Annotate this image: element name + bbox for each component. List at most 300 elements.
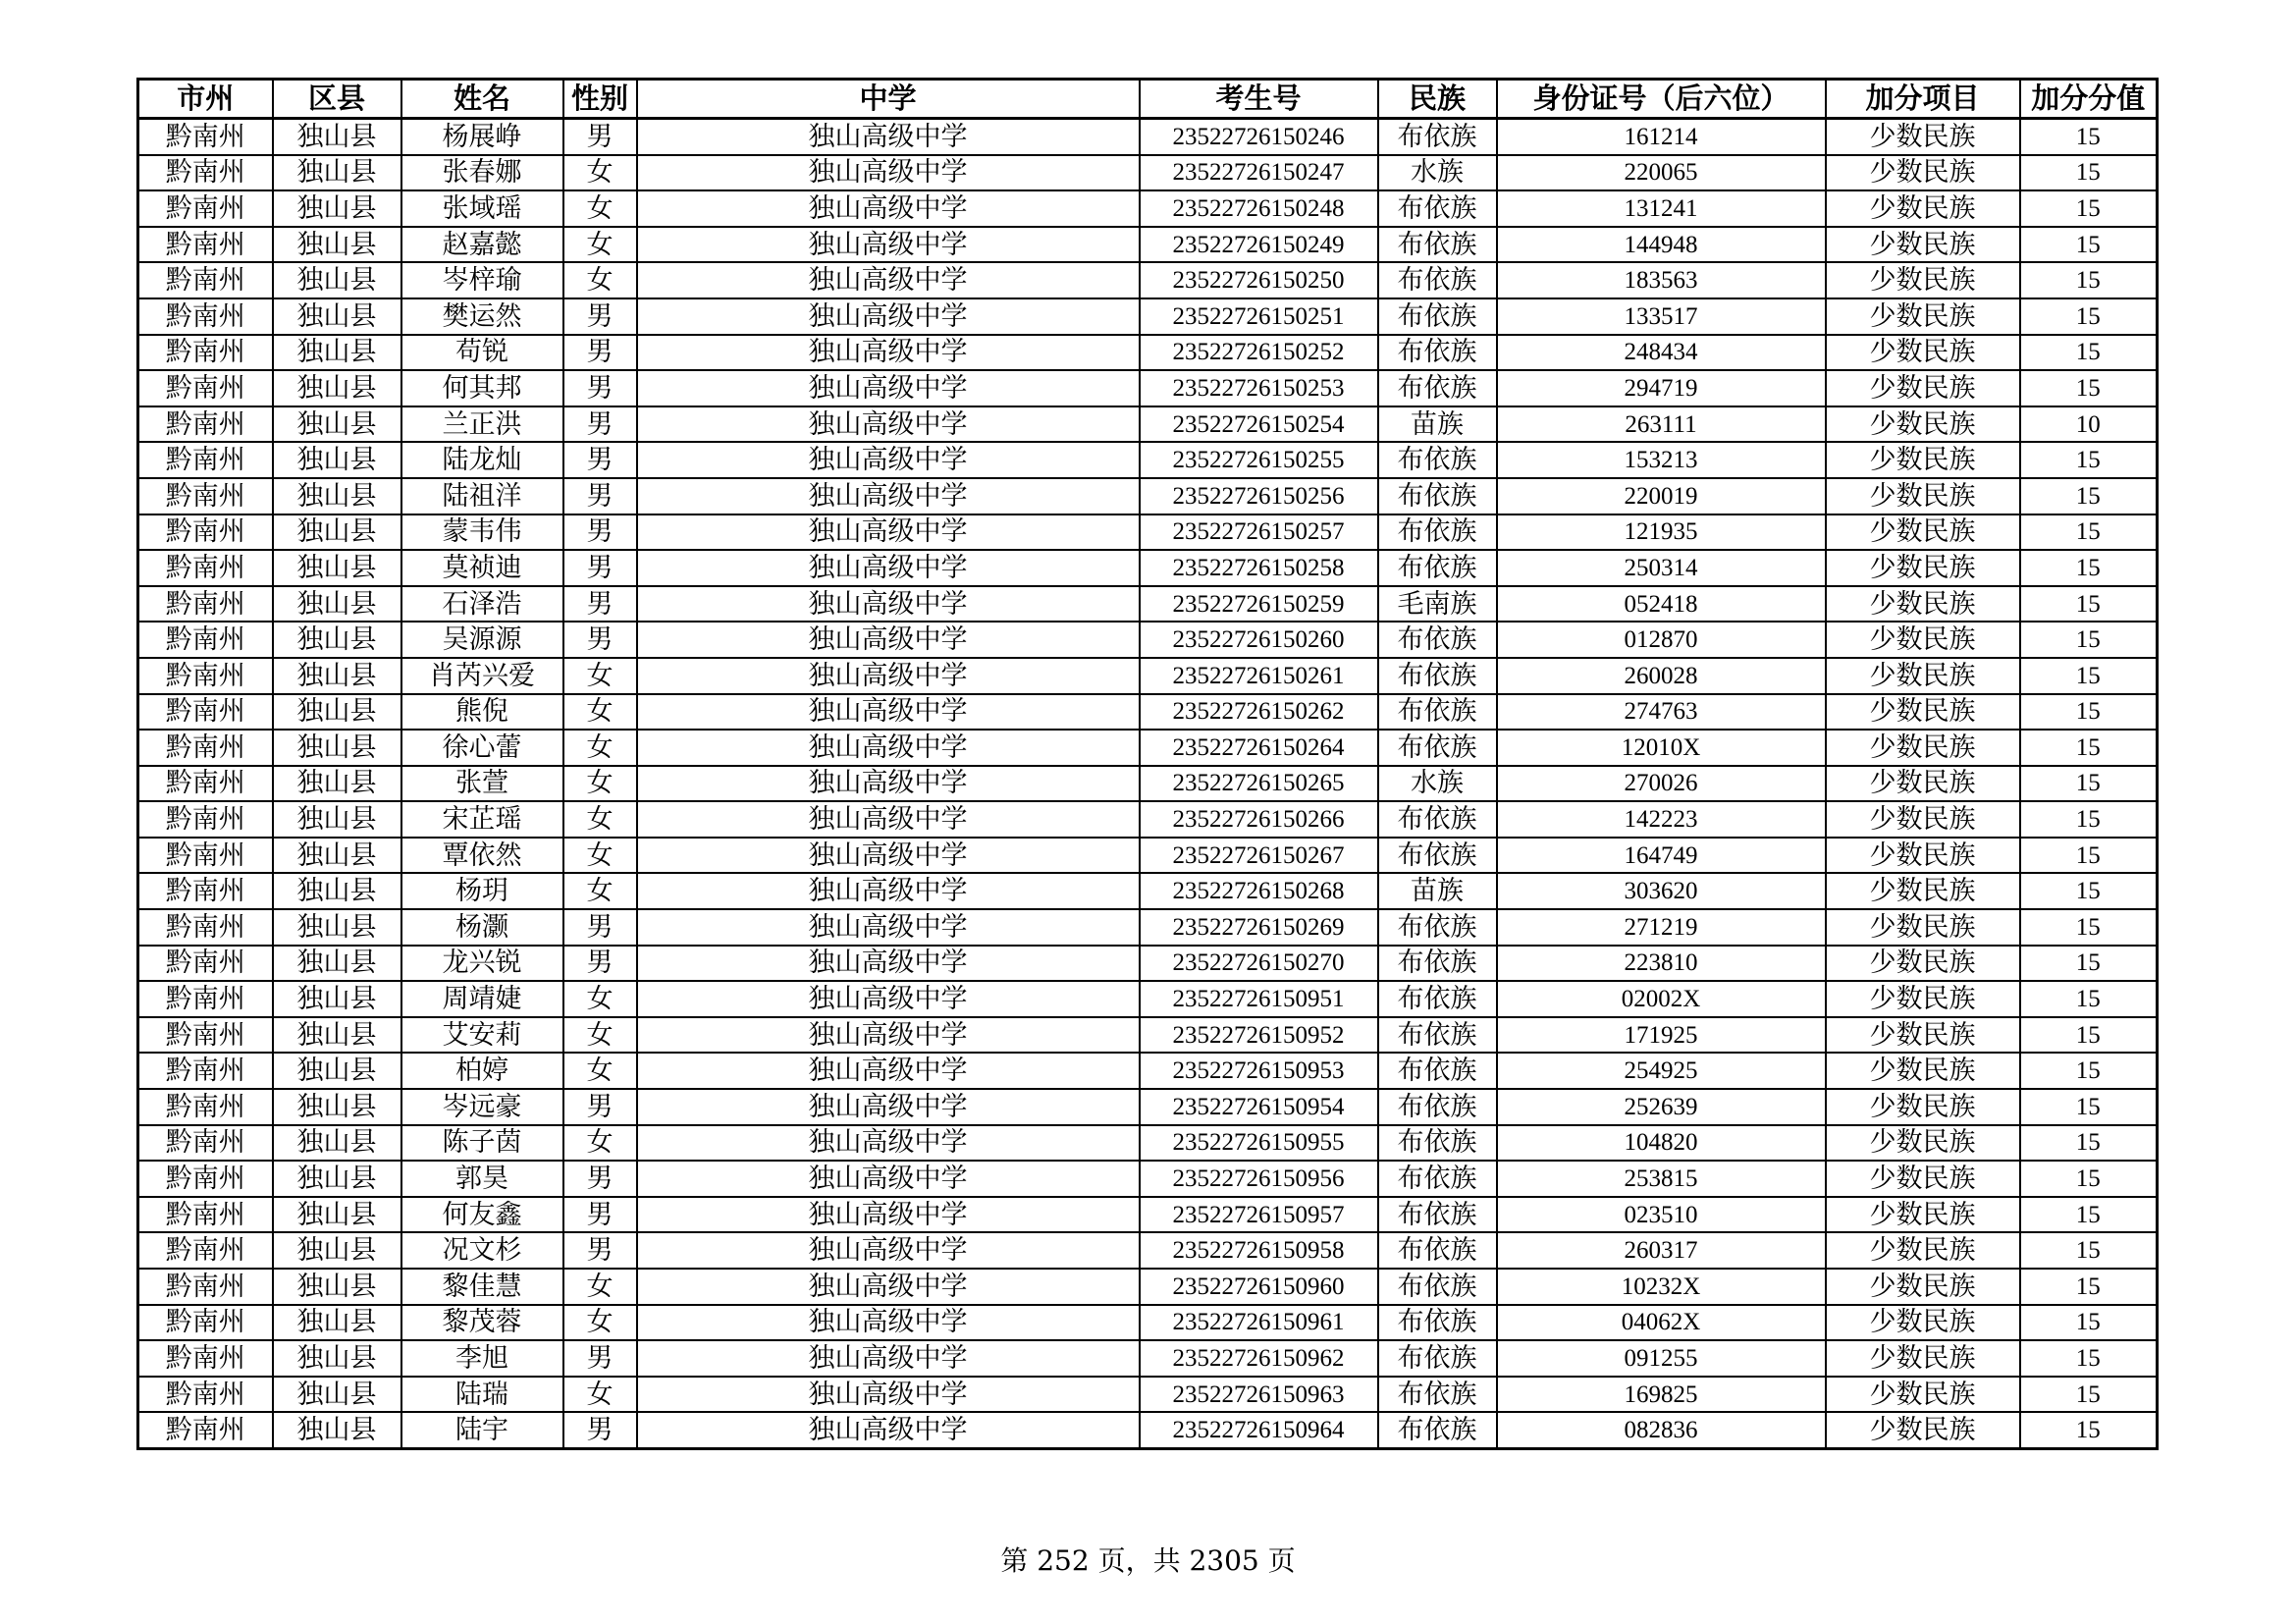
cell-exam-number: 23522726150958 (1140, 1232, 1378, 1269)
header-gender: 性别 (563, 80, 637, 119)
cell-county: 独山县 (273, 873, 401, 909)
table-row (138, 946, 2158, 982)
cell-school: 独山高级中学 (637, 1089, 1140, 1125)
table-row (138, 1305, 2158, 1341)
cell-exam-number: 23522726150262 (1140, 694, 1378, 731)
cell-exam-number: 23522726150270 (1140, 946, 1378, 982)
cell-bonus-value: 15 (2020, 1161, 2158, 1197)
cell-id-last-six: 250314 (1497, 550, 1826, 586)
table-body (138, 119, 2158, 1449)
cell-id-last-six: 082836 (1497, 1412, 1826, 1448)
cell-city: 黔南州 (138, 1412, 273, 1448)
cell-exam-number: 23522726150265 (1140, 766, 1378, 802)
cell-bonus-value: 15 (2020, 694, 2158, 731)
cell-city: 黔南州 (138, 227, 273, 263)
cell-exam-number: 23522726150268 (1140, 873, 1378, 909)
table-row (138, 658, 2158, 694)
cell-ethnicity: 布依族 (1378, 981, 1497, 1017)
cell-school: 独山高级中学 (637, 909, 1140, 946)
cell-bonus-item: 少数民族 (1826, 1377, 2020, 1413)
cell-name: 张春娜 (401, 155, 563, 191)
cell-city: 黔南州 (138, 766, 273, 802)
cell-ethnicity: 布依族 (1378, 227, 1497, 263)
table-row (138, 1017, 2158, 1054)
cell-name: 陆龙灿 (401, 442, 563, 478)
cell-bonus-value: 15 (2020, 1089, 2158, 1125)
cell-ethnicity: 布依族 (1378, 1232, 1497, 1269)
cell-city: 黔南州 (138, 155, 273, 191)
cell-bonus-value: 15 (2020, 442, 2158, 478)
cell-county: 独山县 (273, 586, 401, 623)
cell-bonus-item: 少数民族 (1826, 658, 2020, 694)
cell-gender: 女 (563, 1125, 637, 1162)
cell-bonus-item: 少数民族 (1826, 442, 2020, 478)
cell-name: 樊运然 (401, 298, 563, 335)
cell-school: 独山高级中学 (637, 1305, 1140, 1341)
cell-ethnicity: 布依族 (1378, 298, 1497, 335)
cell-gender: 女 (563, 838, 637, 874)
cell-city: 黔南州 (138, 1125, 273, 1162)
cell-ethnicity: 布依族 (1378, 119, 1497, 155)
cell-bonus-item: 少数民族 (1826, 1232, 2020, 1269)
cell-gender: 女 (563, 730, 637, 766)
cell-city: 黔南州 (138, 550, 273, 586)
cell-bonus-item: 少数民族 (1826, 298, 2020, 335)
cell-gender: 男 (563, 442, 637, 478)
cell-school: 独山高级中学 (637, 262, 1140, 298)
cell-county: 独山县 (273, 1125, 401, 1162)
cell-county: 独山县 (273, 1197, 401, 1233)
cell-exam-number: 23522726150247 (1140, 155, 1378, 191)
cell-county: 独山县 (273, 1161, 401, 1197)
cell-ethnicity: 布依族 (1378, 1053, 1497, 1089)
cell-bonus-value: 15 (2020, 873, 2158, 909)
table-row (138, 1161, 2158, 1197)
table-row (138, 981, 2158, 1017)
cell-gender: 男 (563, 1340, 637, 1377)
cell-id-last-six: 253815 (1497, 1161, 1826, 1197)
table-row (138, 1412, 2158, 1448)
cell-school: 独山高级中学 (637, 406, 1140, 443)
cell-county: 独山县 (273, 1017, 401, 1054)
cell-id-last-six: 161214 (1497, 119, 1826, 155)
cell-city: 黔南州 (138, 406, 273, 443)
cell-exam-number: 23522726150261 (1140, 658, 1378, 694)
table-row (138, 478, 2158, 514)
cell-exam-number: 23522726150257 (1140, 514, 1378, 551)
cell-school: 独山高级中学 (637, 478, 1140, 514)
cell-bonus-item: 少数民族 (1826, 190, 2020, 227)
cell-id-last-six: 252639 (1497, 1089, 1826, 1125)
cell-name: 岑梓瑜 (401, 262, 563, 298)
cell-exam-number: 23522726150258 (1140, 550, 1378, 586)
table-row (138, 1125, 2158, 1162)
cell-city: 黔南州 (138, 370, 273, 406)
cell-id-last-six: 052418 (1497, 586, 1826, 623)
cell-bonus-value: 15 (2020, 981, 2158, 1017)
table-row (138, 227, 2158, 263)
cell-city: 黔南州 (138, 1053, 273, 1089)
cell-gender: 女 (563, 873, 637, 909)
table-row (138, 873, 2158, 909)
cell-ethnicity: 苗族 (1378, 873, 1497, 909)
cell-bonus-item: 少数民族 (1826, 550, 2020, 586)
table-row (138, 370, 2158, 406)
cell-id-last-six: 171925 (1497, 1017, 1826, 1054)
cell-gender: 男 (563, 550, 637, 586)
cell-bonus-item: 少数民族 (1826, 1161, 2020, 1197)
header-city: 市州 (138, 80, 273, 119)
cell-exam-number: 23522726150249 (1140, 227, 1378, 263)
cell-school: 独山高级中学 (637, 873, 1140, 909)
cell-gender: 男 (563, 1412, 637, 1448)
cell-id-last-six: 02002X (1497, 981, 1826, 1017)
cell-name: 徐心蕾 (401, 730, 563, 766)
cell-school: 独山高级中学 (637, 298, 1140, 335)
cell-city: 黔南州 (138, 119, 273, 155)
cell-name: 周靖婕 (401, 981, 563, 1017)
cell-exam-number: 23522726150951 (1140, 981, 1378, 1017)
cell-gender: 男 (563, 1197, 637, 1233)
cell-bonus-value: 10 (2020, 406, 2158, 443)
cell-gender: 女 (563, 190, 637, 227)
cell-bonus-value: 15 (2020, 370, 2158, 406)
cell-bonus-item: 少数民族 (1826, 262, 2020, 298)
cell-bonus-item: 少数民族 (1826, 730, 2020, 766)
cell-gender: 女 (563, 658, 637, 694)
cell-name: 杨玥 (401, 873, 563, 909)
cell-city: 黔南州 (138, 873, 273, 909)
table-row (138, 406, 2158, 443)
cell-name: 张萱 (401, 766, 563, 802)
cell-ethnicity: 布依族 (1378, 694, 1497, 731)
table-row (138, 1269, 2158, 1305)
cell-bonus-value: 15 (2020, 1232, 2158, 1269)
cell-id-last-six: 274763 (1497, 694, 1826, 731)
cell-name: 李旭 (401, 1340, 563, 1377)
cell-county: 独山县 (273, 406, 401, 443)
cell-county: 独山县 (273, 1053, 401, 1089)
cell-name: 黎茂蓉 (401, 1305, 563, 1341)
cell-name: 蒙韦伟 (401, 514, 563, 551)
cell-bonus-item: 少数民族 (1826, 909, 2020, 946)
table-row (138, 119, 2158, 155)
cell-ethnicity: 布依族 (1378, 1197, 1497, 1233)
cell-id-last-six: 142223 (1497, 801, 1826, 838)
cell-gender: 男 (563, 478, 637, 514)
cell-bonus-value: 15 (2020, 1377, 2158, 1413)
cell-id-last-six: 131241 (1497, 190, 1826, 227)
table-row (138, 442, 2158, 478)
cell-exam-number: 23522726150957 (1140, 1197, 1378, 1233)
cell-county: 独山县 (273, 909, 401, 946)
cell-id-last-six: 121935 (1497, 514, 1826, 551)
cell-school: 独山高级中学 (637, 801, 1140, 838)
cell-school: 独山高级中学 (637, 514, 1140, 551)
cell-school: 独山高级中学 (637, 766, 1140, 802)
cell-ethnicity: 布依族 (1378, 1412, 1497, 1448)
cell-bonus-value: 15 (2020, 801, 2158, 838)
cell-ethnicity: 布依族 (1378, 335, 1497, 371)
table-row (138, 335, 2158, 371)
cell-bonus-value: 15 (2020, 1053, 2158, 1089)
cell-county: 独山县 (273, 190, 401, 227)
cell-exam-number: 23522726150956 (1140, 1161, 1378, 1197)
cell-school: 独山高级中学 (637, 586, 1140, 623)
cell-bonus-item: 少数民族 (1826, 1017, 2020, 1054)
cell-city: 黔南州 (138, 730, 273, 766)
cell-name: 龙兴锐 (401, 946, 563, 982)
table-row (138, 801, 2158, 838)
cell-ethnicity: 布依族 (1378, 1340, 1497, 1377)
cell-school: 独山高级中学 (637, 550, 1140, 586)
cell-ethnicity: 毛南族 (1378, 586, 1497, 623)
cell-school: 独山高级中学 (637, 1340, 1140, 1377)
cell-city: 黔南州 (138, 1232, 273, 1269)
cell-exam-number: 23522726150952 (1140, 1017, 1378, 1054)
table-row (138, 586, 2158, 623)
cell-bonus-item: 少数民族 (1826, 694, 2020, 731)
cell-city: 黔南州 (138, 514, 273, 551)
cell-city: 黔南州 (138, 946, 273, 982)
cell-bonus-item: 少数民族 (1826, 873, 2020, 909)
cell-bonus-value: 15 (2020, 155, 2158, 191)
table-row (138, 1232, 2158, 1269)
cell-name: 况文杉 (401, 1232, 563, 1269)
cell-bonus-value: 15 (2020, 262, 2158, 298)
table-row (138, 550, 2158, 586)
cell-bonus-value: 15 (2020, 335, 2158, 371)
cell-city: 黔南州 (138, 1089, 273, 1125)
cell-exam-number: 23522726150254 (1140, 406, 1378, 443)
cell-name: 吴源源 (401, 622, 563, 658)
cell-name: 熊倪 (401, 694, 563, 731)
cell-name: 赵嘉懿 (401, 227, 563, 263)
cell-bonus-value: 15 (2020, 227, 2158, 263)
cell-county: 独山县 (273, 262, 401, 298)
cell-city: 黔南州 (138, 801, 273, 838)
cell-city: 黔南州 (138, 694, 273, 731)
bonus-points-table (136, 78, 2159, 1450)
table-header (138, 80, 2158, 119)
cell-ethnicity: 水族 (1378, 766, 1497, 802)
cell-gender: 男 (563, 514, 637, 551)
cell-exam-number: 23522726150267 (1140, 838, 1378, 874)
cell-city: 黔南州 (138, 1377, 273, 1413)
cell-school: 独山高级中学 (637, 946, 1140, 982)
cell-gender: 女 (563, 1269, 637, 1305)
cell-bonus-value: 15 (2020, 550, 2158, 586)
cell-school: 独山高级中学 (637, 190, 1140, 227)
cell-exam-number: 23522726150266 (1140, 801, 1378, 838)
cell-gender: 男 (563, 909, 637, 946)
table-row (138, 838, 2158, 874)
cell-county: 独山县 (273, 514, 401, 551)
cell-ethnicity: 布依族 (1378, 658, 1497, 694)
cell-school: 独山高级中学 (637, 1125, 1140, 1162)
cell-ethnicity: 布依族 (1378, 514, 1497, 551)
cell-bonus-item: 少数民族 (1826, 1340, 2020, 1377)
cell-city: 黔南州 (138, 1017, 273, 1054)
cell-ethnicity: 布依族 (1378, 1161, 1497, 1197)
cell-school: 独山高级中学 (637, 1017, 1140, 1054)
cell-bonus-value: 15 (2020, 946, 2158, 982)
header-bonus-item: 加分项目 (1826, 80, 2020, 119)
cell-bonus-item: 少数民族 (1826, 838, 2020, 874)
cell-ethnicity: 布依族 (1378, 622, 1497, 658)
cell-exam-number: 23522726150954 (1140, 1089, 1378, 1125)
cell-exam-number: 23522726150955 (1140, 1125, 1378, 1162)
cell-exam-number: 23522726150246 (1140, 119, 1378, 155)
cell-id-last-six: 223810 (1497, 946, 1826, 982)
cell-bonus-item: 少数民族 (1826, 801, 2020, 838)
cell-bonus-item: 少数民族 (1826, 946, 2020, 982)
cell-bonus-value: 15 (2020, 478, 2158, 514)
cell-id-last-six: 012870 (1497, 622, 1826, 658)
cell-bonus-value: 15 (2020, 622, 2158, 658)
cell-bonus-value: 15 (2020, 730, 2158, 766)
cell-name: 杨灏 (401, 909, 563, 946)
cell-gender: 男 (563, 370, 637, 406)
cell-county: 独山县 (273, 801, 401, 838)
cell-bonus-item: 少数民族 (1826, 478, 2020, 514)
cell-id-last-six: 294719 (1497, 370, 1826, 406)
cell-id-last-six: 023510 (1497, 1197, 1826, 1233)
cell-id-last-six: 260317 (1497, 1232, 1826, 1269)
cell-name: 何其邦 (401, 370, 563, 406)
cell-county: 独山县 (273, 478, 401, 514)
cell-school: 独山高级中学 (637, 1161, 1140, 1197)
cell-county: 独山县 (273, 1269, 401, 1305)
cell-school: 独山高级中学 (637, 1269, 1140, 1305)
cell-gender: 男 (563, 119, 637, 155)
cell-county: 独山县 (273, 838, 401, 874)
cell-city: 黔南州 (138, 335, 273, 371)
cell-city: 黔南州 (138, 190, 273, 227)
cell-county: 独山县 (273, 766, 401, 802)
cell-exam-number: 23522726150256 (1140, 478, 1378, 514)
cell-id-last-six: 254925 (1497, 1053, 1826, 1089)
cell-county: 独山县 (273, 155, 401, 191)
cell-id-last-six: 220065 (1497, 155, 1826, 191)
cell-county: 独山县 (273, 1305, 401, 1341)
header-bonus-value: 加分分值 (2020, 80, 2158, 119)
cell-ethnicity: 布依族 (1378, 909, 1497, 946)
cell-exam-number: 23522726150252 (1140, 335, 1378, 371)
cell-name: 杨展峥 (401, 119, 563, 155)
cell-city: 黔南州 (138, 442, 273, 478)
cell-id-last-six: 271219 (1497, 909, 1826, 946)
cell-county: 独山县 (273, 1412, 401, 1448)
cell-school: 独山高级中学 (637, 838, 1140, 874)
cell-id-last-six: 153213 (1497, 442, 1826, 478)
table-row (138, 1340, 2158, 1377)
cell-county: 独山县 (273, 227, 401, 263)
cell-ethnicity: 布依族 (1378, 1305, 1497, 1341)
cell-bonus-item: 少数民族 (1826, 155, 2020, 191)
cell-ethnicity: 布依族 (1378, 946, 1497, 982)
cell-exam-number: 23522726150961 (1140, 1305, 1378, 1341)
cell-exam-number: 23522726150962 (1140, 1340, 1378, 1377)
cell-id-last-six: 104820 (1497, 1125, 1826, 1162)
cell-id-last-six: 303620 (1497, 873, 1826, 909)
cell-school: 独山高级中学 (637, 694, 1140, 731)
cell-gender: 男 (563, 335, 637, 371)
cell-school: 独山高级中学 (637, 1412, 1140, 1448)
cell-ethnicity: 布依族 (1378, 1377, 1497, 1413)
header-school: 中学 (637, 80, 1140, 119)
cell-gender: 女 (563, 1053, 637, 1089)
cell-exam-number: 23522726150964 (1140, 1412, 1378, 1448)
cell-ethnicity: 布依族 (1378, 442, 1497, 478)
cell-city: 黔南州 (138, 981, 273, 1017)
table-row (138, 298, 2158, 335)
cell-bonus-item: 少数民族 (1826, 1197, 2020, 1233)
cell-city: 黔南州 (138, 1340, 273, 1377)
cell-exam-number: 23522726150269 (1140, 909, 1378, 946)
header-row (138, 80, 2158, 119)
table-row (138, 622, 2158, 658)
cell-name: 陆宇 (401, 1412, 563, 1448)
cell-name: 覃依然 (401, 838, 563, 874)
cell-county: 独山县 (273, 1340, 401, 1377)
cell-gender: 男 (563, 622, 637, 658)
cell-school: 独山高级中学 (637, 622, 1140, 658)
header-name: 姓名 (401, 80, 563, 119)
cell-ethnicity: 布依族 (1378, 262, 1497, 298)
table-row (138, 694, 2158, 731)
table-row (138, 1197, 2158, 1233)
cell-bonus-value: 15 (2020, 1269, 2158, 1305)
cell-county: 独山县 (273, 981, 401, 1017)
cell-school: 独山高级中学 (637, 155, 1140, 191)
cell-city: 黔南州 (138, 658, 273, 694)
cell-exam-number: 23522726150953 (1140, 1053, 1378, 1089)
cell-ethnicity: 布依族 (1378, 1269, 1497, 1305)
cell-name: 莫祯迪 (401, 550, 563, 586)
cell-bonus-value: 15 (2020, 298, 2158, 335)
cell-name: 宋芷瑶 (401, 801, 563, 838)
table-row (138, 1053, 2158, 1089)
cell-county: 独山县 (273, 1232, 401, 1269)
cell-bonus-item: 少数民族 (1826, 119, 2020, 155)
cell-bonus-item: 少数民族 (1826, 1412, 2020, 1448)
cell-county: 独山县 (273, 298, 401, 335)
cell-county: 独山县 (273, 694, 401, 731)
cell-bonus-item: 少数民族 (1826, 335, 2020, 371)
cell-bonus-value: 15 (2020, 1017, 2158, 1054)
cell-id-last-six: 10232X (1497, 1269, 1826, 1305)
cell-name: 柏婷 (401, 1053, 563, 1089)
cell-gender: 女 (563, 981, 637, 1017)
cell-ethnicity: 布依族 (1378, 1017, 1497, 1054)
cell-ethnicity: 布依族 (1378, 478, 1497, 514)
cell-exam-number: 23522726150963 (1140, 1377, 1378, 1413)
cell-county: 独山县 (273, 335, 401, 371)
cell-ethnicity: 布依族 (1378, 190, 1497, 227)
cell-exam-number: 23522726150960 (1140, 1269, 1378, 1305)
cell-ethnicity: 水族 (1378, 155, 1497, 191)
cell-county: 独山县 (273, 119, 401, 155)
cell-gender: 女 (563, 1377, 637, 1413)
table-row (138, 190, 2158, 227)
table-row (138, 155, 2158, 191)
cell-name: 陆祖洋 (401, 478, 563, 514)
cell-ethnicity: 苗族 (1378, 406, 1497, 443)
cell-bonus-value: 15 (2020, 909, 2158, 946)
cell-city: 黔南州 (138, 1305, 273, 1341)
cell-name: 石泽浩 (401, 586, 563, 623)
